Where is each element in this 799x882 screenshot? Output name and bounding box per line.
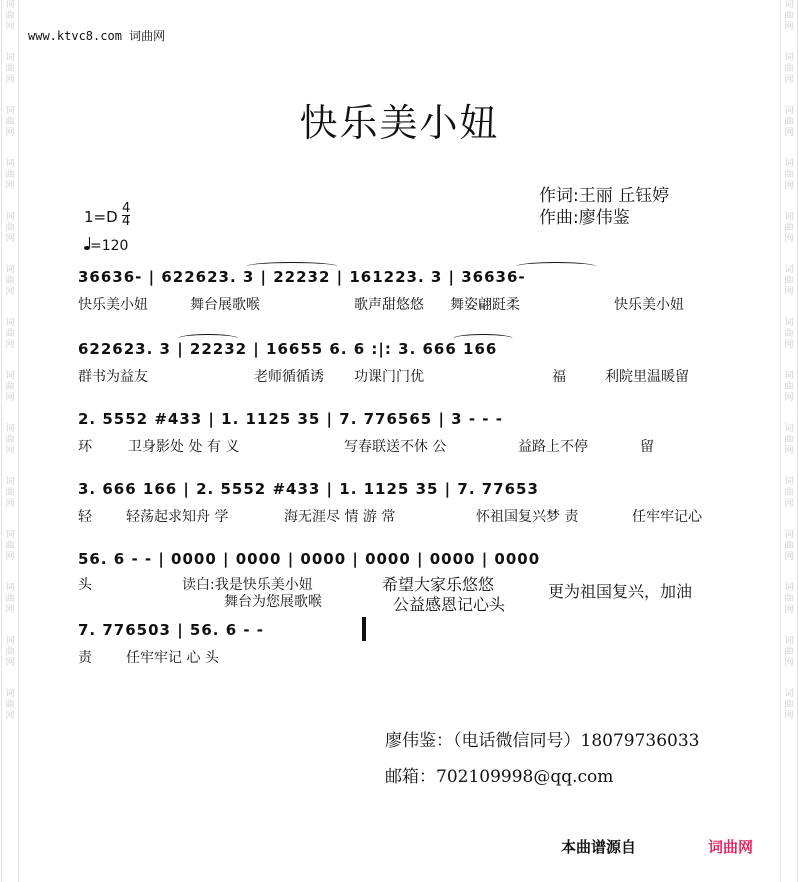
watermark-glyph: 词 曲 网 — [784, 477, 794, 509]
watermark-glyph: 词 曲 网 — [784, 689, 794, 721]
lyric: 责 — [78, 650, 92, 666]
notes-line-1: 36636- | 622623. 3 | 22232 | 161223. 3 | 36636- — [78, 268, 526, 286]
watermark-glyph: 词 曲 网 — [5, 212, 15, 244]
lyric: 留 — [640, 439, 654, 455]
watermark-glyph: 词 曲 网 — [784, 0, 794, 32]
lyric: 利院里温暖留 — [605, 369, 689, 385]
watermark-glyph: 词 曲 网 — [784, 583, 794, 615]
lyric: 舞台为您展歌喉 — [224, 594, 322, 610]
watermark-glyph: 词 曲 网 — [784, 265, 794, 297]
lyric: 希望大家乐悠悠 — [382, 575, 495, 594]
lyric: 公益感恩记心头 — [393, 595, 506, 614]
time-sig-bottom: 4 — [122, 214, 131, 229]
slur — [246, 262, 338, 271]
score-line-1 — [78, 268, 723, 318]
composer-credit: 作曲:廖伟鉴 — [539, 208, 630, 228]
watermark-glyph: 词 曲 网 — [5, 0, 15, 32]
lyric: 卫身影处 处 有 义 — [128, 439, 240, 455]
lyric: 福 — [552, 369, 566, 385]
final-barline — [362, 617, 366, 641]
watermark-glyph: 词 曲 网 — [784, 424, 794, 456]
notes-line-3: 2. 5552 #433 | 1. 1125 35 | 7. 776565 | 3 - - - — [78, 410, 503, 428]
watermark-glyph: 词 曲 网 — [784, 212, 794, 244]
tempo-marking — [84, 238, 128, 254]
score-line-2 — [78, 340, 723, 390]
key-signature: 1=D — [84, 208, 118, 226]
watermark-glyph: 词 曲 网 — [5, 583, 15, 615]
lyric: 怀祖国复兴梦 责 — [476, 509, 579, 525]
watermark-glyph: 词 曲 网 — [5, 477, 15, 509]
slur — [178, 334, 238, 343]
lyric: 任牢牢记心 — [632, 509, 702, 525]
lyric: 快乐美小妞 — [78, 297, 148, 313]
tempo-value: =120 — [90, 238, 129, 254]
lyric: 歌声甜悠悠 — [354, 297, 424, 313]
watermark-glyph: 词 曲 网 — [784, 159, 794, 191]
lyric: 益路上不停 — [518, 439, 588, 455]
lyric: 头 — [78, 577, 92, 593]
lyric: 海无涯尽 情 游 常 — [284, 509, 396, 525]
lyric: 轻荡起求知舟 学 — [126, 509, 229, 525]
watermark-glyph: 词 曲 网 — [5, 318, 15, 350]
lyric: 环 — [78, 439, 92, 455]
watermark-glyph: 词 曲 网 — [5, 636, 15, 668]
lyric: 功课门门优 — [354, 369, 424, 385]
time-signature — [122, 203, 130, 228]
watermark-glyph: 词 曲 网 — [5, 265, 15, 297]
watermark-glyph: 词 曲 网 — [784, 371, 794, 403]
lyricist-credit: 作词:王丽 丘钰婷 — [539, 186, 670, 206]
lyric: 舞台展歌喉 — [190, 297, 260, 313]
watermark-glyph: 词 曲 网 — [784, 636, 794, 668]
watermark-glyph: 词 曲 网 — [784, 318, 794, 350]
notes-line-2: 622623. 3 | 22232 | 16655 6. 6 :|: 3. 666 166 — [78, 340, 498, 358]
score-line-5 — [78, 550, 723, 614]
lyric: 读白:我是快乐美小妞 — [182, 577, 313, 593]
source-site[interactable]: 词曲网 — [708, 838, 754, 856]
watermark-glyph: 词 曲 网 — [5, 424, 15, 456]
site-url: www.ktvc8.com 词曲网 — [28, 29, 166, 43]
time-sig-top: 4 — [122, 201, 131, 216]
watermark-glyph: 词 曲 网 — [5, 159, 15, 191]
watermark-glyph: 词 曲 网 — [5, 530, 15, 562]
lyric: 舞姿翩跹柔 — [450, 297, 520, 313]
notes-line-6: 7. 776503 | 56. 6 - - — [78, 621, 265, 639]
lyric: 更为祖国复兴，加油 — [548, 582, 693, 601]
contact-email: 邮箱：702109998@qq.com — [385, 767, 614, 787]
watermark-glyph: 词 曲 网 — [5, 53, 15, 85]
lyric: 写春联送不休 公 — [344, 439, 447, 455]
watermark-glyph: 词 曲 网 — [5, 371, 15, 403]
lyric: 群书为益友 — [78, 369, 148, 385]
notes-line-4: 3. 666 166 | 2. 5552 #433 | 1. 1125 35 | 7. 77653 — [78, 480, 539, 498]
watermark-glyph: 词 曲 网 — [784, 53, 794, 85]
lyric: 老师循循诱 — [254, 369, 324, 385]
score-line-3 — [78, 410, 723, 460]
quarter-note-icon — [84, 239, 90, 250]
watermark-glyph: 词 曲 网 — [5, 106, 15, 138]
source-label: 本曲谱源自 — [561, 838, 637, 856]
slur — [516, 262, 596, 271]
score-line-4 — [78, 480, 723, 530]
notes-line-5: 56. 6 - - | 0000 | 0000 | 0000 | 0000 | 0000 | 0000 — [78, 550, 541, 568]
watermark-glyph: 词 曲 网 — [5, 689, 15, 721]
lyric: 轻 — [78, 509, 92, 525]
lyric: 任牢牢记 心 头 — [126, 650, 219, 666]
contact-name: 廖伟鉴：（电话微信同号）18079736033 — [385, 731, 700, 751]
slur — [453, 334, 513, 343]
lyric: 快乐美小妞 — [614, 297, 684, 313]
watermark-glyph: 词 曲 网 — [784, 530, 794, 562]
score-line-6 — [78, 621, 723, 671]
song-title: 快乐美小妞 — [299, 101, 500, 145]
watermark-glyph: 词 曲 网 — [784, 106, 794, 138]
